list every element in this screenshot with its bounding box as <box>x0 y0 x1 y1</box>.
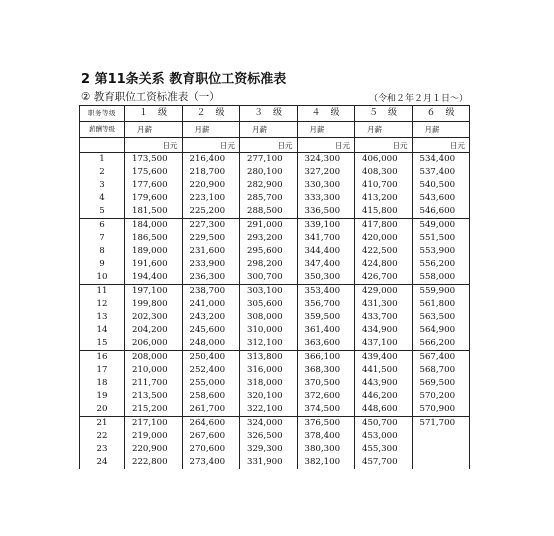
monthly-header: 月薪 <box>355 122 413 138</box>
salary-cell: 220,900 <box>182 179 240 192</box>
salary-cell: 227,300 <box>182 219 240 233</box>
monthly-header: 月薪 <box>125 122 183 138</box>
salary-cell: 457,700 <box>355 456 413 469</box>
salary-cell: 285,700 <box>240 192 298 205</box>
salary-cell: 264,600 <box>182 417 240 431</box>
salary-cell <box>412 456 470 469</box>
salary-cell: 534,400 <box>412 153 470 167</box>
grade-header: ６ 级 <box>412 106 470 122</box>
salary-cell: 293,200 <box>240 232 298 245</box>
salary-cell: 199,800 <box>125 298 183 311</box>
salary-cell: 320,100 <box>240 390 298 403</box>
salary-cell: 238,700 <box>182 285 240 299</box>
step-number: 2 <box>80 166 125 179</box>
salary-cell: 370,500 <box>297 377 355 390</box>
salary-cell: 241,000 <box>182 298 240 311</box>
salary-cell: 329,300 <box>240 443 298 456</box>
salary-cell: 191,600 <box>125 258 183 271</box>
salary-cell: 305,600 <box>240 298 298 311</box>
step-number: 21 <box>80 417 125 431</box>
grade-header: ４ 级 <box>297 106 355 122</box>
salary-cell: 252,400 <box>182 364 240 377</box>
salary-cell: 229,500 <box>182 232 240 245</box>
monthly-header: 月薪 <box>182 122 240 138</box>
header-grade-label: 职务等级 <box>80 106 125 122</box>
step-number: 17 <box>80 364 125 377</box>
salary-cell: 356,700 <box>297 298 355 311</box>
step-number: 24 <box>80 456 125 469</box>
salary-cell: 189,000 <box>125 245 183 258</box>
salary-cell: 380,300 <box>297 443 355 456</box>
salary-cell: 566,200 <box>412 337 470 351</box>
salary-cell: 202,300 <box>125 311 183 324</box>
step-number: 9 <box>80 258 125 271</box>
salary-cell: 218,700 <box>182 166 240 179</box>
step-number: 5 <box>80 205 125 219</box>
salary-cell: 563,500 <box>412 311 470 324</box>
salary-cell: 312,100 <box>240 337 298 351</box>
salary-cell: 225,200 <box>182 205 240 219</box>
step-number: 22 <box>80 430 125 443</box>
salary-cell: 537,400 <box>412 166 470 179</box>
salary-cell: 570,900 <box>412 403 470 417</box>
table-subtitle: ② 教育职位工资标准表（一） <box>81 91 220 103</box>
salary-cell: 177,600 <box>125 179 183 192</box>
table-row <box>80 232 470 245</box>
salary-cell: 570,200 <box>412 390 470 403</box>
salary-cell: 422,500 <box>355 245 413 258</box>
step-number: 18 <box>80 377 125 390</box>
salary-cell: 441,500 <box>355 364 413 377</box>
salary-cell <box>412 443 470 456</box>
salary-cell: 546,600 <box>412 205 470 219</box>
salary-cell: 426,700 <box>355 271 413 285</box>
salary-cell: 564,900 <box>412 324 470 337</box>
salary-cell: 374,500 <box>297 403 355 417</box>
salary-cell: 372,600 <box>297 390 355 403</box>
table-row <box>80 430 470 443</box>
unit-label: 日元 <box>240 138 298 153</box>
table-row <box>80 403 470 417</box>
salary-cell: 308,000 <box>240 311 298 324</box>
salary-cell: 277,100 <box>240 153 298 167</box>
salary-cell: 341,700 <box>297 232 355 245</box>
salary-cell: 443,900 <box>355 377 413 390</box>
salary-cell: 350,300 <box>297 271 355 285</box>
grade-header: ５ 级 <box>355 106 413 122</box>
salary-cell: 300,700 <box>240 271 298 285</box>
table-row <box>80 351 470 365</box>
salary-cell: 359,500 <box>297 311 355 324</box>
salary-cell: 210,000 <box>125 364 183 377</box>
monthly-header: 月薪 <box>297 122 355 138</box>
salary-cell: 424,800 <box>355 258 413 271</box>
salary-cell: 194,400 <box>125 271 183 285</box>
grade-header: ２ 级 <box>182 106 240 122</box>
table-row <box>80 456 470 469</box>
salary-cell: 551,500 <box>412 232 470 245</box>
salary-cell: 184,000 <box>125 219 183 233</box>
salary-cell: 431,300 <box>355 298 413 311</box>
salary-cell: 318,000 <box>240 377 298 390</box>
salary-cell: 556,200 <box>412 258 470 271</box>
salary-cell: 433,700 <box>355 311 413 324</box>
salary-cell: 453,000 <box>355 430 413 443</box>
salary-cell: 336,500 <box>297 205 355 219</box>
salary-cell: 179,600 <box>125 192 183 205</box>
unit-label: 日元 <box>297 138 355 153</box>
step-number: 20 <box>80 403 125 417</box>
salary-cell: 295,600 <box>240 245 298 258</box>
table-row <box>80 311 470 324</box>
table-row <box>80 205 470 219</box>
step-number: 6 <box>80 219 125 233</box>
salary-cell: 363,600 <box>297 337 355 351</box>
unit-label: 日元 <box>355 138 413 153</box>
salary-cell: 571,700 <box>412 417 470 431</box>
salary-cell: 313,800 <box>240 351 298 365</box>
salary-cell: 455,300 <box>355 443 413 456</box>
salary-cell: 282,900 <box>240 179 298 192</box>
table-row <box>80 443 470 456</box>
table-row <box>80 364 470 377</box>
unit-label: 日元 <box>412 138 470 153</box>
salary-cell <box>412 430 470 443</box>
salary-cell: 206,000 <box>125 337 183 351</box>
salary-cell: 553,900 <box>412 245 470 258</box>
header-pay-label: 薪酬等级 <box>80 122 125 138</box>
salary-cell: 231,600 <box>182 245 240 258</box>
salary-cell: 322,100 <box>240 403 298 417</box>
salary-cell: 415,800 <box>355 205 413 219</box>
salary-cell: 310,000 <box>240 324 298 337</box>
table-row <box>80 245 470 258</box>
salary-cell: 569,500 <box>412 377 470 390</box>
table-row <box>80 285 470 299</box>
step-number: 13 <box>80 311 125 324</box>
step-number: 23 <box>80 443 125 456</box>
salary-cell: 429,000 <box>355 285 413 299</box>
unit-label: 日元 <box>125 138 183 153</box>
table-row <box>80 324 470 337</box>
salary-cell: 303,100 <box>240 285 298 299</box>
salary-cell: 197,100 <box>125 285 183 299</box>
salary-cell: 248,000 <box>182 337 240 351</box>
salary-cell: 175,600 <box>125 166 183 179</box>
salary-cell: 324,000 <box>240 417 298 431</box>
salary-cell: 540,500 <box>412 179 470 192</box>
salary-cell: 316,000 <box>240 364 298 377</box>
step-number: 16 <box>80 351 125 365</box>
table-row <box>80 271 470 285</box>
salary-cell: 236,300 <box>182 271 240 285</box>
step-number: 8 <box>80 245 125 258</box>
salary-cell: 417,800 <box>355 219 413 233</box>
header-grade-row <box>80 106 470 122</box>
table-row <box>80 153 470 167</box>
salary-cell: 568,700 <box>412 364 470 377</box>
table-row <box>80 337 470 351</box>
salary-cell: 243,200 <box>182 311 240 324</box>
salary-cell: 420,000 <box>355 232 413 245</box>
step-number: 11 <box>80 285 125 299</box>
table-row <box>80 179 470 192</box>
salary-cell: 366,100 <box>297 351 355 365</box>
salary-cell: 333,300 <box>297 192 355 205</box>
salary-cell: 448,600 <box>355 403 413 417</box>
unit-row <box>80 138 470 153</box>
salary-cell: 567,400 <box>412 351 470 365</box>
salary-cell: 561,800 <box>412 298 470 311</box>
unit-label: 日元 <box>182 138 240 153</box>
step-number: 3 <box>80 179 125 192</box>
salary-cell: 408,300 <box>355 166 413 179</box>
monthly-header: 月薪 <box>240 122 298 138</box>
grade-header: ３ 级 <box>240 106 298 122</box>
salary-cell: 378,400 <box>297 430 355 443</box>
salary-cell: 270,600 <box>182 443 240 456</box>
salary-cell: 376,500 <box>297 417 355 431</box>
step-number: 7 <box>80 232 125 245</box>
salary-cell: 327,200 <box>297 166 355 179</box>
salary-cell: 288,500 <box>240 205 298 219</box>
table-row <box>80 219 470 233</box>
step-number: 4 <box>80 192 125 205</box>
monthly-header: 月薪 <box>412 122 470 138</box>
salary-cell: 339,100 <box>297 219 355 233</box>
salary-cell: 298,200 <box>240 258 298 271</box>
salary-cell: 220,900 <box>125 443 183 456</box>
unit-blank <box>80 138 125 153</box>
salary-cell: 410,700 <box>355 179 413 192</box>
header-pay-row <box>80 122 470 138</box>
table-row <box>80 166 470 179</box>
salary-cell: 223,100 <box>182 192 240 205</box>
salary-cell: 245,600 <box>182 324 240 337</box>
salary-cell: 222,800 <box>125 456 183 469</box>
document-title: 2 第11条关系 教育职位工资标准表 <box>81 72 287 87</box>
salary-cell: 543,600 <box>412 192 470 205</box>
effective-date: （令和２年２月１日～） <box>369 94 469 104</box>
salary-cell: 255,000 <box>182 377 240 390</box>
step-number: 14 <box>80 324 125 337</box>
salary-cell: 233,900 <box>182 258 240 271</box>
salary-cell: 331,900 <box>240 456 298 469</box>
salary-cell: 261,700 <box>182 403 240 417</box>
salary-cell: 219,000 <box>125 430 183 443</box>
salary-cell: 406,000 <box>355 153 413 167</box>
salary-cell: 181,500 <box>125 205 183 219</box>
salary-cell: 361,400 <box>297 324 355 337</box>
salary-cell: 208,000 <box>125 351 183 365</box>
salary-cell: 213,500 <box>125 390 183 403</box>
table-row <box>80 258 470 271</box>
step-number: 12 <box>80 298 125 311</box>
salary-cell: 273,400 <box>182 456 240 469</box>
salary-cell: 446,200 <box>355 390 413 403</box>
salary-cell: 549,000 <box>412 219 470 233</box>
salary-cell: 216,400 <box>182 153 240 167</box>
salary-cell: 186,500 <box>125 232 183 245</box>
table-row <box>80 390 470 403</box>
step-number: 1 <box>80 153 125 167</box>
salary-cell: 439,400 <box>355 351 413 365</box>
salary-cell: 437,100 <box>355 337 413 351</box>
step-number: 19 <box>80 390 125 403</box>
salary-cell: 382,100 <box>297 456 355 469</box>
salary-table <box>79 105 470 469</box>
salary-cell: 280,100 <box>240 166 298 179</box>
grade-header: １ 级 <box>125 106 183 122</box>
salary-cell: 413,200 <box>355 192 413 205</box>
salary-cell: 326,500 <box>240 430 298 443</box>
salary-cell: 434,900 <box>355 324 413 337</box>
table-row <box>80 417 470 431</box>
salary-cell: 559,900 <box>412 285 470 299</box>
table-row <box>80 377 470 390</box>
salary-cell: 211,700 <box>125 377 183 390</box>
salary-cell: 258,600 <box>182 390 240 403</box>
step-number: 15 <box>80 337 125 351</box>
salary-cell: 250,400 <box>182 351 240 365</box>
salary-cell: 291,000 <box>240 219 298 233</box>
table-row <box>80 298 470 311</box>
salary-cell: 368,300 <box>297 364 355 377</box>
table-row <box>80 192 470 205</box>
step-number: 10 <box>80 271 125 285</box>
salary-cell: 173,500 <box>125 153 183 167</box>
salary-cell: 344,400 <box>297 245 355 258</box>
salary-cell: 450,700 <box>355 417 413 431</box>
salary-cell: 330,300 <box>297 179 355 192</box>
salary-cell: 324,300 <box>297 153 355 167</box>
salary-cell: 215,200 <box>125 403 183 417</box>
salary-cell: 353,400 <box>297 285 355 299</box>
salary-cell: 204,200 <box>125 324 183 337</box>
salary-cell: 347,400 <box>297 258 355 271</box>
salary-cell: 267,600 <box>182 430 240 443</box>
salary-cell: 558,000 <box>412 271 470 285</box>
salary-cell: 217,100 <box>125 417 183 431</box>
